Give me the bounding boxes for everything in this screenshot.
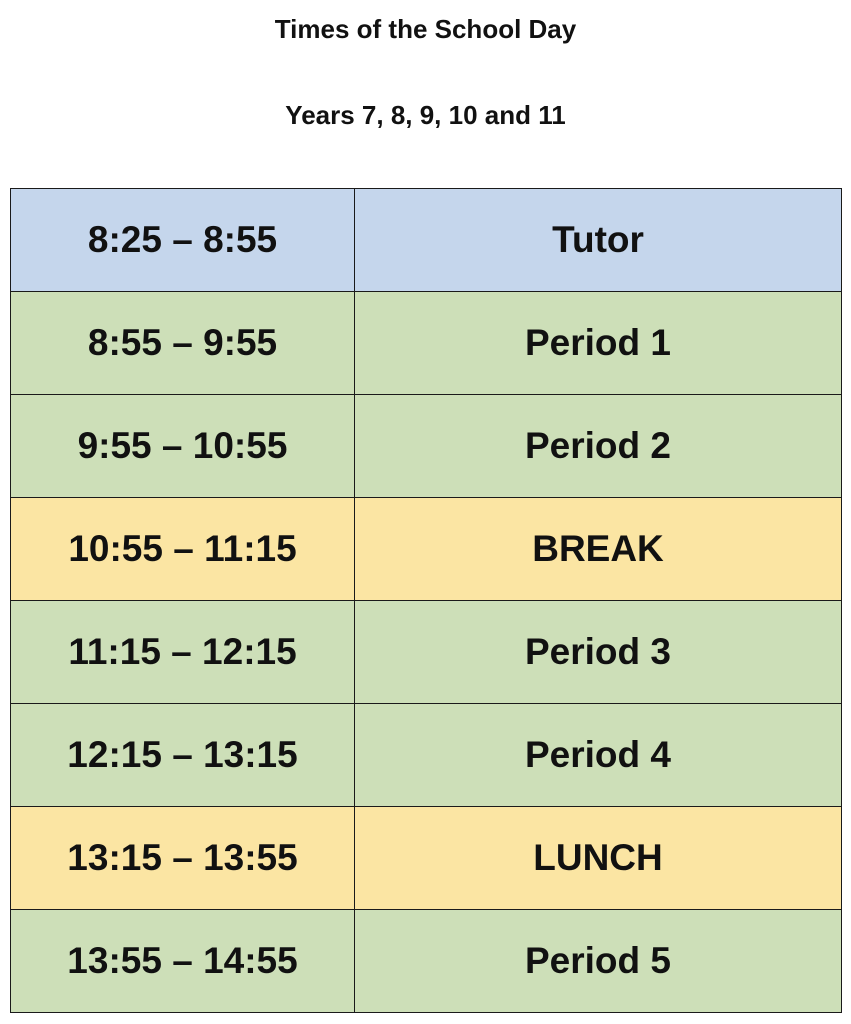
activity-cell: Tutor [355,189,842,292]
time-cell: 11:15 – 12:15 [11,601,355,704]
page-title: Times of the School Day [274,14,577,44]
activity-cell: Period 2 [355,395,842,498]
table-row [11,807,842,910]
time-cell: 8:55 – 9:55 [11,292,355,395]
table-row [11,292,842,395]
table-row [11,910,842,1013]
page-subtitle: Years 7, 8, 9, 10 and 11 [285,100,566,130]
time-cell: 10:55 – 11:15 [11,498,355,601]
table-row [11,601,842,704]
activity-cell: Period 4 [355,704,842,807]
activity-cell: BREAK [355,498,842,601]
activity-cell: LUNCH [355,807,842,910]
time-cell: 8:25 – 8:55 [11,189,355,292]
time-cell: 13:55 – 14:55 [11,910,355,1013]
activity-cell: Period 5 [355,910,842,1013]
activity-cell: Period 3 [355,601,842,704]
school-day-timetable [10,188,842,1013]
time-cell: 9:55 – 10:55 [11,395,355,498]
table-row [11,189,842,292]
time-cell: 13:15 – 13:55 [11,807,355,910]
activity-cell: Period 1 [355,292,842,395]
time-cell: 12:15 – 13:15 [11,704,355,807]
table-row [11,704,842,807]
table-row [11,498,842,601]
table-row [11,395,842,498]
